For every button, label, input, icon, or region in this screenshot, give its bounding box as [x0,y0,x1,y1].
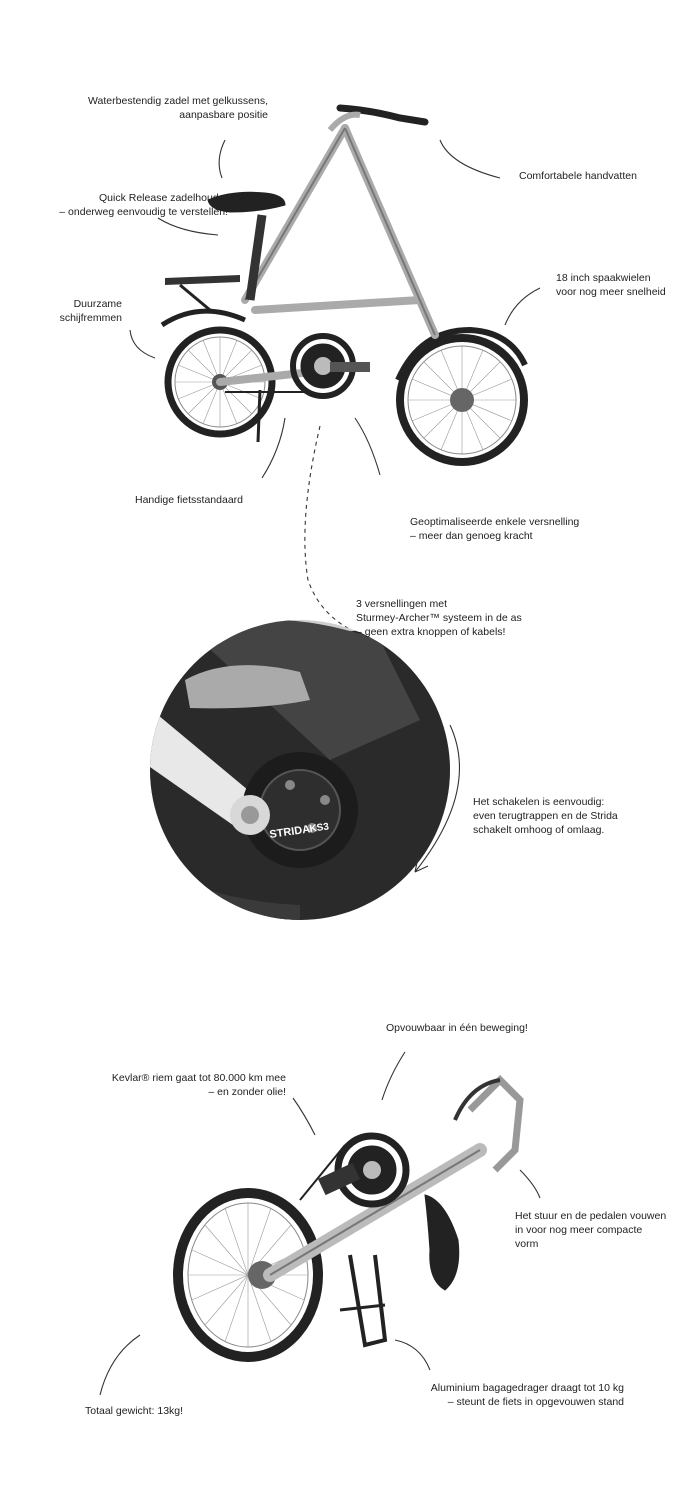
label-weight [85,1404,245,1418]
label-saddle [60,94,268,122]
label-wheels [556,271,696,299]
label-line: schakelt omhoog of omlaag. [473,824,605,836]
label-line: 18 inch spaakwielen [556,272,651,284]
label-line: Waterbestendig zadel met gelkussens, [88,95,268,107]
label-line: Geoptimaliseerde enkele versnelling [410,516,580,528]
label-line: Handige fietsstandaard [135,494,243,506]
label-belt [60,1071,286,1099]
label-line: Totaal gewicht: 13kg! [85,1405,184,1417]
label-handlebar-fold [515,1209,695,1251]
hub-label-ks3: KS3 [308,821,330,835]
label-line: 3 versnellingen met [356,598,448,610]
label-line: – en zonder olie! [208,1086,286,1098]
label-line: Quick Release zadelhouder [99,192,228,204]
label-line: Sturmey-Archer™ systeem in de as [356,612,522,624]
hub-closeup [140,610,470,930]
folded-bike-image [178,1080,520,1357]
label-line: vorm [515,1238,539,1250]
label-line: Comfortabele handvatten [519,170,637,182]
label-line: Het schakelen is eenvoudig: [473,796,605,808]
label-kickstand [135,493,295,507]
label-line: voor nog meer snelheid [556,286,666,298]
label-line: – onderweg eenvoudig te verstellen! [59,206,228,218]
label-singlespeed [410,515,630,543]
label-line: Het stuur en de pedalen vouwen [515,1210,667,1222]
label-shifting [473,795,673,837]
label-line: Aluminium bagagedrager draagt tot 10 kg [430,1382,624,1394]
label-line: in voor nog meer compacte [515,1224,643,1236]
label-line: – meer dan genoeg kracht [410,530,533,542]
label-line: Kevlar® riem gaat tot 80.000 km mee [111,1072,286,1084]
label-seatpost [20,191,228,219]
label-handlebar [519,169,669,183]
label-rack [380,1381,624,1409]
label-gears [356,597,576,639]
hub-label-strida: STRIDA [268,823,311,841]
label-line: Duurzame [73,298,122,310]
label-line: – geen extra knoppen of kabels! [356,626,506,638]
label-brakes [20,297,122,325]
label-line: – steunt de fiets in opgevouwen stand [447,1396,624,1408]
label-line: Opvouwbaar in één beweging! [386,1022,528,1034]
label-fold [386,1021,586,1035]
label-line: schijfremmen [59,312,122,324]
label-line: aanpasbare positie [179,109,268,121]
label-line: even terugtrappen en de Strida [473,810,618,822]
bike-image [162,108,525,462]
